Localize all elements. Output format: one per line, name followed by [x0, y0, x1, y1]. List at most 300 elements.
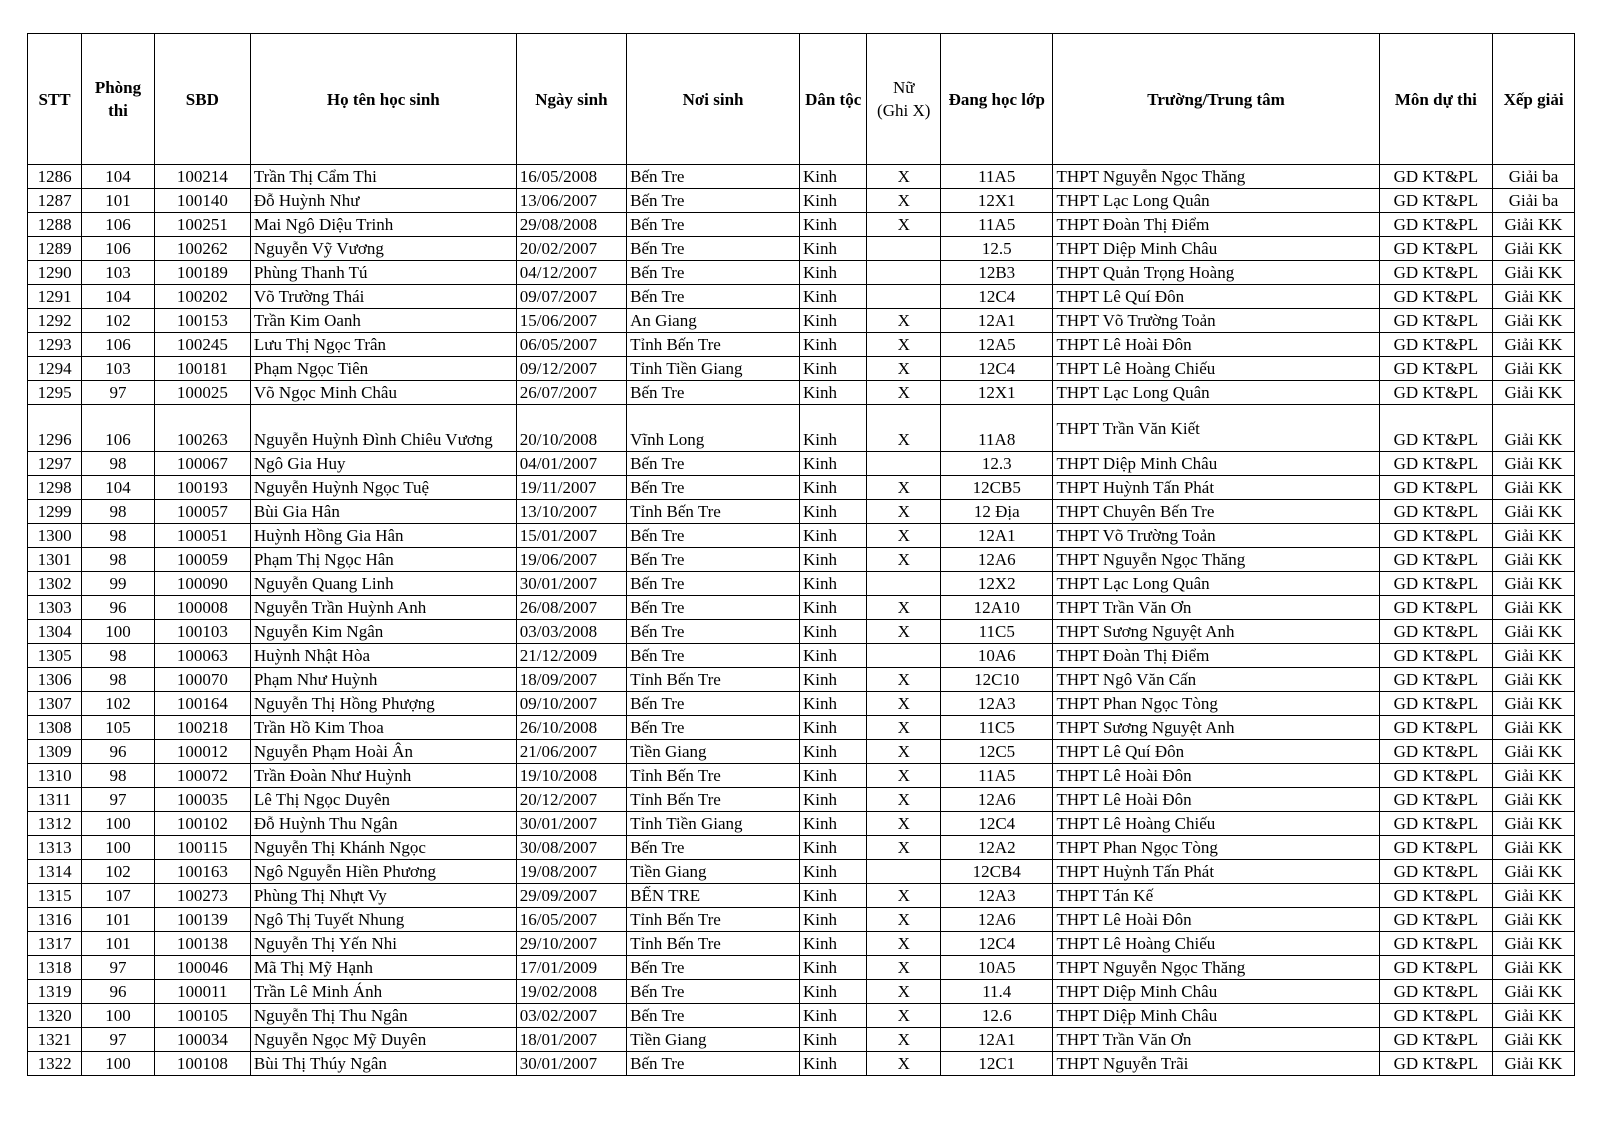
cell-ngay-sinh: 09/12/2007: [516, 357, 626, 381]
cell-dan-toc: Kinh: [799, 333, 866, 357]
cell-lop: 11C5: [941, 620, 1053, 644]
table-row: [28, 1028, 1575, 1052]
cell-truong: THPT Huỳnh Tấn Phát: [1053, 476, 1379, 500]
cell-ho-ten: Phạm Ngọc Tiên: [250, 357, 516, 381]
cell-lop: 11A5: [941, 165, 1053, 189]
cell-ngay-sinh: 29/10/2007: [516, 932, 626, 956]
cell-noi-sinh: Bến Tre: [627, 596, 800, 620]
cell-xep-giai: Giải KK: [1493, 692, 1575, 716]
cell-ho-ten: Nguyễn Vỹ Vương: [250, 237, 516, 261]
cell-noi-sinh: Bến Tre: [627, 285, 800, 309]
cell-ngay-sinh: 15/06/2007: [516, 309, 626, 333]
cell-stt: 1309: [28, 740, 82, 764]
cell-stt: 1289: [28, 237, 82, 261]
table-row: [28, 261, 1575, 285]
table-row: [28, 285, 1575, 309]
cell-lop: 12C4: [941, 932, 1053, 956]
cell-sbd: 100046: [154, 956, 250, 980]
table-row: [28, 692, 1575, 716]
cell-noi-sinh: Bến Tre: [627, 237, 800, 261]
cell-noi-sinh: Bến Tre: [627, 213, 800, 237]
cell-truong: THPT Diệp Minh Châu: [1053, 452, 1379, 476]
cell-phong-thi: 105: [82, 716, 155, 740]
cell-phong-thi: 100: [82, 1004, 155, 1028]
cell-dan-toc: Kinh: [799, 476, 866, 500]
cell-ngay-sinh: 19/11/2007: [516, 476, 626, 500]
cell-stt: 1302: [28, 572, 82, 596]
cell-ngay-sinh: 03/02/2007: [516, 1004, 626, 1028]
cell-mon-du-thi: GD KT&PL: [1379, 405, 1492, 452]
table-row: [28, 980, 1575, 1004]
cell-ngay-sinh: 30/01/2007: [516, 812, 626, 836]
cell-xep-giai: Giải KK: [1493, 908, 1575, 932]
cell-ho-ten: Huỳnh Nhật Hòa: [250, 644, 516, 668]
cell-mon-du-thi: GD KT&PL: [1379, 860, 1492, 884]
header-xep-giai: Xếp giải: [1493, 34, 1575, 165]
cell-nu: X: [867, 213, 941, 237]
table-row: [28, 884, 1575, 908]
header-sbd: SBD: [154, 34, 250, 165]
table-row: [28, 908, 1575, 932]
cell-xep-giai: Giải KK: [1493, 764, 1575, 788]
cell-truong: THPT Ngô Văn Cấn: [1053, 668, 1379, 692]
cell-nu: X: [867, 908, 941, 932]
cell-noi-sinh: Bến Tre: [627, 620, 800, 644]
cell-mon-du-thi: GD KT&PL: [1379, 956, 1492, 980]
cell-noi-sinh: Bến Tre: [627, 836, 800, 860]
cell-phong-thi: 102: [82, 309, 155, 333]
cell-mon-du-thi: GD KT&PL: [1379, 309, 1492, 333]
cell-nu: X: [867, 333, 941, 357]
cell-ngay-sinh: 20/10/2008: [516, 405, 626, 452]
header-mon-du-thi: Môn dự thi: [1379, 34, 1492, 165]
cell-sbd: 100262: [154, 237, 250, 261]
cell-dan-toc: Kinh: [799, 1052, 866, 1076]
cell-sbd: 100115: [154, 836, 250, 860]
cell-nu: X: [867, 692, 941, 716]
cell-ngay-sinh: 03/03/2008: [516, 620, 626, 644]
cell-stt: 1318: [28, 956, 82, 980]
cell-lop: 12A1: [941, 309, 1053, 333]
cell-stt: 1303: [28, 596, 82, 620]
cell-phong-thi: 104: [82, 165, 155, 189]
cell-ngay-sinh: 17/01/2009: [516, 956, 626, 980]
cell-stt: 1307: [28, 692, 82, 716]
cell-dan-toc: Kinh: [799, 716, 866, 740]
cell-lop: 12A10: [941, 596, 1053, 620]
cell-phong-thi: 103: [82, 357, 155, 381]
cell-nu: [867, 261, 941, 285]
header-truong: Trường/Trung tâm: [1053, 34, 1379, 165]
cell-dan-toc: Kinh: [799, 908, 866, 932]
cell-noi-sinh: Tỉnh Bến Tre: [627, 764, 800, 788]
cell-ho-ten: Phạm Như Huỳnh: [250, 668, 516, 692]
cell-noi-sinh: Bến Tre: [627, 261, 800, 285]
header-dan-toc: Dân tộc: [799, 34, 866, 165]
cell-xep-giai: Giải KK: [1493, 261, 1575, 285]
cell-noi-sinh: Tỉnh Bến Tre: [627, 333, 800, 357]
cell-phong-thi: 98: [82, 644, 155, 668]
cell-ngay-sinh: 04/12/2007: [516, 261, 626, 285]
cell-xep-giai: Giải KK: [1493, 932, 1575, 956]
cell-truong: THPT Lạc Long Quân: [1053, 572, 1379, 596]
cell-phong-thi: 98: [82, 668, 155, 692]
cell-lop: 12A6: [941, 548, 1053, 572]
cell-dan-toc: Kinh: [799, 620, 866, 644]
cell-xep-giai: Giải KK: [1493, 476, 1575, 500]
cell-lop: 11C5: [941, 716, 1053, 740]
cell-nu: X: [867, 812, 941, 836]
cell-noi-sinh: Tỉnh Bến Tre: [627, 932, 800, 956]
cell-dan-toc: Kinh: [799, 956, 866, 980]
cell-ngay-sinh: 29/08/2008: [516, 213, 626, 237]
cell-sbd: 100012: [154, 740, 250, 764]
cell-lop: 12CB5: [941, 476, 1053, 500]
cell-noi-sinh: Tỉnh Tiền Giang: [627, 812, 800, 836]
cell-phong-thi: 100: [82, 620, 155, 644]
cell-stt: 1321: [28, 1028, 82, 1052]
cell-mon-du-thi: GD KT&PL: [1379, 596, 1492, 620]
cell-stt: 1314: [28, 860, 82, 884]
cell-ho-ten: Huỳnh Hồng Gia Hân: [250, 524, 516, 548]
cell-stt: 1319: [28, 980, 82, 1004]
table-row: [28, 165, 1575, 189]
cell-dan-toc: Kinh: [799, 812, 866, 836]
cell-noi-sinh: Bến Tre: [627, 956, 800, 980]
cell-lop: 12A6: [941, 908, 1053, 932]
cell-dan-toc: Kinh: [799, 189, 866, 213]
cell-sbd: 100105: [154, 1004, 250, 1028]
cell-lop: 11A5: [941, 213, 1053, 237]
cell-sbd: 100251: [154, 213, 250, 237]
cell-mon-du-thi: GD KT&PL: [1379, 357, 1492, 381]
cell-mon-du-thi: GD KT&PL: [1379, 740, 1492, 764]
cell-ho-ten: Nguyễn Kim Ngân: [250, 620, 516, 644]
cell-nu: X: [867, 1028, 941, 1052]
cell-xep-giai: Giải KK: [1493, 980, 1575, 1004]
cell-phong-thi: 107: [82, 884, 155, 908]
cell-noi-sinh: Bến Tre: [627, 644, 800, 668]
cell-noi-sinh: Bến Tre: [627, 572, 800, 596]
cell-stt: 1320: [28, 1004, 82, 1028]
header-ngay-sinh: Ngày sinh: [516, 34, 626, 165]
cell-phong-thi: 97: [82, 1028, 155, 1052]
cell-ho-ten: Lê Thị Ngọc Duyên: [250, 788, 516, 812]
cell-ngay-sinh: 13/06/2007: [516, 189, 626, 213]
cell-noi-sinh: Bến Tre: [627, 980, 800, 1004]
cell-phong-thi: 97: [82, 788, 155, 812]
cell-ho-ten: Nguyễn Huỳnh Ngọc Tuệ: [250, 476, 516, 500]
cell-xep-giai: Giải KK: [1493, 884, 1575, 908]
cell-xep-giai: Giải KK: [1493, 237, 1575, 261]
cell-phong-thi: 106: [82, 333, 155, 357]
cell-phong-thi: 101: [82, 908, 155, 932]
cell-nu: X: [867, 405, 941, 452]
cell-noi-sinh: Vĩnh Long: [627, 405, 800, 452]
cell-sbd: 100051: [154, 524, 250, 548]
cell-nu: X: [867, 1004, 941, 1028]
table-row: [28, 572, 1575, 596]
cell-nu: X: [867, 740, 941, 764]
cell-truong: THPT Phan Ngọc Tòng: [1053, 836, 1379, 860]
cell-noi-sinh: Tiền Giang: [627, 740, 800, 764]
cell-dan-toc: Kinh: [799, 309, 866, 333]
cell-xep-giai: Giải KK: [1493, 405, 1575, 452]
cell-truong: THPT Lê Hoàng Chiếu: [1053, 932, 1379, 956]
cell-lop: 12C1: [941, 1052, 1053, 1076]
cell-ho-ten: Trần Kim Oanh: [250, 309, 516, 333]
cell-sbd: 100181: [154, 357, 250, 381]
cell-xep-giai: Giải KK: [1493, 740, 1575, 764]
cell-ngay-sinh: 18/01/2007: [516, 1028, 626, 1052]
cell-noi-sinh: Bến Tre: [627, 1052, 800, 1076]
cell-ngay-sinh: 19/10/2008: [516, 764, 626, 788]
table-row: [28, 764, 1575, 788]
cell-phong-thi: 101: [82, 932, 155, 956]
cell-sbd: 100008: [154, 596, 250, 620]
cell-truong: THPT Diệp Minh Châu: [1053, 237, 1379, 261]
cell-noi-sinh: Tỉnh Tiền Giang: [627, 357, 800, 381]
table-row: [28, 213, 1575, 237]
cell-noi-sinh: Bến Tre: [627, 381, 800, 405]
cell-xep-giai: Giải KK: [1493, 1052, 1575, 1076]
cell-mon-du-thi: GD KT&PL: [1379, 692, 1492, 716]
cell-sbd: 100273: [154, 884, 250, 908]
cell-stt: 1292: [28, 309, 82, 333]
cell-truong: THPT Tán Kế: [1053, 884, 1379, 908]
cell-lop: 12.3: [941, 452, 1053, 476]
cell-nu: [867, 644, 941, 668]
cell-noi-sinh: Bến Tre: [627, 692, 800, 716]
table-row: [28, 500, 1575, 524]
cell-mon-du-thi: GD KT&PL: [1379, 788, 1492, 812]
cell-dan-toc: Kinh: [799, 285, 866, 309]
cell-truong: THPT Lê Hoài Đôn: [1053, 764, 1379, 788]
cell-ho-ten: Võ Ngọc Minh Châu: [250, 381, 516, 405]
cell-ngay-sinh: 30/01/2007: [516, 1052, 626, 1076]
cell-ho-ten: Nguyễn Huỳnh Đình Chiêu Vương: [250, 405, 516, 452]
cell-dan-toc: Kinh: [799, 884, 866, 908]
cell-stt: 1310: [28, 764, 82, 788]
table-row: [28, 1052, 1575, 1076]
cell-nu: [867, 452, 941, 476]
cell-phong-thi: 96: [82, 740, 155, 764]
cell-sbd: 100072: [154, 764, 250, 788]
cell-lop: 11.4: [941, 980, 1053, 1004]
cell-phong-thi: 96: [82, 980, 155, 1004]
cell-lop: 12C4: [941, 812, 1053, 836]
cell-dan-toc: Kinh: [799, 980, 866, 1004]
cell-stt: 1317: [28, 932, 82, 956]
cell-ho-ten: Ngô Gia Huy: [250, 452, 516, 476]
cell-stt: 1293: [28, 333, 82, 357]
cell-ngay-sinh: 16/05/2008: [516, 165, 626, 189]
cell-sbd: 100103: [154, 620, 250, 644]
cell-dan-toc: Kinh: [799, 261, 866, 285]
cell-dan-toc: Kinh: [799, 788, 866, 812]
cell-xep-giai: Giải KK: [1493, 668, 1575, 692]
cell-truong: THPT Nguyễn Ngọc Thăng: [1053, 956, 1379, 980]
cell-xep-giai: Giải KK: [1493, 596, 1575, 620]
cell-noi-sinh: Tiền Giang: [627, 860, 800, 884]
cell-phong-thi: 106: [82, 405, 155, 452]
cell-xep-giai: Giải KK: [1493, 644, 1575, 668]
cell-phong-thi: 104: [82, 285, 155, 309]
cell-nu: [867, 285, 941, 309]
cell-mon-du-thi: GD KT&PL: [1379, 1004, 1492, 1028]
header-noi-sinh: Nơi sinh: [627, 34, 800, 165]
cell-lop: 12.5: [941, 237, 1053, 261]
cell-stt: 1311: [28, 788, 82, 812]
cell-sbd: 100011: [154, 980, 250, 1004]
cell-stt: 1300: [28, 524, 82, 548]
cell-phong-thi: 99: [82, 572, 155, 596]
cell-xep-giai: Giải KK: [1493, 500, 1575, 524]
cell-ho-ten: Bùi Thị Thúy Ngân: [250, 1052, 516, 1076]
results-table: [27, 33, 1575, 1076]
cell-lop: 12X2: [941, 572, 1053, 596]
cell-xep-giai: Giải KK: [1493, 548, 1575, 572]
cell-lop: 12A3: [941, 692, 1053, 716]
cell-nu: X: [867, 980, 941, 1004]
cell-ho-ten: Trần Hồ Kim Thoa: [250, 716, 516, 740]
cell-nu: X: [867, 764, 941, 788]
cell-lop: 12C5: [941, 740, 1053, 764]
table-row: [28, 668, 1575, 692]
table-body: [28, 165, 1575, 1076]
table-row: [28, 524, 1575, 548]
table-row: [28, 596, 1575, 620]
cell-nu: [867, 860, 941, 884]
cell-ngay-sinh: 21/12/2009: [516, 644, 626, 668]
cell-ngay-sinh: 13/10/2007: [516, 500, 626, 524]
cell-nu: X: [867, 165, 941, 189]
cell-stt: 1286: [28, 165, 82, 189]
cell-ngay-sinh: 04/01/2007: [516, 452, 626, 476]
cell-dan-toc: Kinh: [799, 932, 866, 956]
cell-stt: 1295: [28, 381, 82, 405]
cell-xep-giai: Giải KK: [1493, 524, 1575, 548]
cell-nu: X: [867, 596, 941, 620]
cell-stt: 1288: [28, 213, 82, 237]
table-row: [28, 836, 1575, 860]
cell-xep-giai: Giải KK: [1493, 381, 1575, 405]
cell-nu: X: [867, 309, 941, 333]
cell-xep-giai: Giải KK: [1493, 956, 1575, 980]
cell-truong: THPT Lê Hoàng Chiếu: [1053, 812, 1379, 836]
table-row: [28, 476, 1575, 500]
cell-ngay-sinh: 30/01/2007: [516, 572, 626, 596]
cell-phong-thi: 101: [82, 189, 155, 213]
table-row: [28, 740, 1575, 764]
cell-nu: X: [867, 1052, 941, 1076]
cell-ho-ten: Nguyễn Quang Linh: [250, 572, 516, 596]
cell-ho-ten: Nguyễn Thị Hồng Phượng: [250, 692, 516, 716]
cell-lop: 10A5: [941, 956, 1053, 980]
cell-stt: 1315: [28, 884, 82, 908]
cell-xep-giai: Giải KK: [1493, 213, 1575, 237]
cell-mon-du-thi: GD KT&PL: [1379, 548, 1492, 572]
cell-truong: THPT Võ Trường Toản: [1053, 524, 1379, 548]
cell-truong: THPT Diệp Minh Châu: [1053, 1004, 1379, 1028]
cell-sbd: 100245: [154, 333, 250, 357]
cell-phong-thi: 98: [82, 764, 155, 788]
cell-ngay-sinh: 26/07/2007: [516, 381, 626, 405]
table-row: [28, 548, 1575, 572]
cell-mon-du-thi: GD KT&PL: [1379, 189, 1492, 213]
cell-noi-sinh: Tiền Giang: [627, 1028, 800, 1052]
table-row: [28, 788, 1575, 812]
cell-noi-sinh: Bến Tre: [627, 1004, 800, 1028]
cell-ho-ten: Võ Trường Thái: [250, 285, 516, 309]
cell-stt: 1313: [28, 836, 82, 860]
cell-lop: 12A2: [941, 836, 1053, 860]
cell-lop: 12A3: [941, 884, 1053, 908]
cell-nu: X: [867, 476, 941, 500]
cell-nu: X: [867, 836, 941, 860]
cell-ho-ten: Nguyễn Phạm Hoài Ân: [250, 740, 516, 764]
cell-sbd: 100034: [154, 1028, 250, 1052]
cell-dan-toc: Kinh: [799, 405, 866, 452]
header-row: [28, 34, 1575, 165]
cell-sbd: 100070: [154, 668, 250, 692]
cell-lop: 11A5: [941, 764, 1053, 788]
cell-xep-giai: Giải KK: [1493, 285, 1575, 309]
cell-sbd: 100063: [154, 644, 250, 668]
cell-dan-toc: Kinh: [799, 860, 866, 884]
table-row: [28, 357, 1575, 381]
cell-ngay-sinh: 20/12/2007: [516, 788, 626, 812]
cell-stt: 1304: [28, 620, 82, 644]
cell-mon-du-thi: GD KT&PL: [1379, 812, 1492, 836]
header-ho-ten: Họ tên học sinh: [250, 34, 516, 165]
cell-noi-sinh: Bến Tre: [627, 716, 800, 740]
cell-ho-ten: Nguyễn Thị Khánh Ngọc: [250, 836, 516, 860]
cell-noi-sinh: Bến Tre: [627, 452, 800, 476]
cell-dan-toc: Kinh: [799, 668, 866, 692]
cell-stt: 1297: [28, 452, 82, 476]
table-row: [28, 932, 1575, 956]
cell-sbd: 100164: [154, 692, 250, 716]
cell-truong: THPT Nguyễn Ngọc Thăng: [1053, 548, 1379, 572]
cell-xep-giai: Giải KK: [1493, 357, 1575, 381]
cell-stt: 1296: [28, 405, 82, 452]
cell-xep-giai: Giải KK: [1493, 812, 1575, 836]
cell-lop: 12A1: [941, 524, 1053, 548]
cell-noi-sinh: Bến Tre: [627, 524, 800, 548]
cell-noi-sinh: Tỉnh Bến Tre: [627, 908, 800, 932]
cell-nu: X: [867, 189, 941, 213]
cell-mon-du-thi: GD KT&PL: [1379, 908, 1492, 932]
cell-noi-sinh: Bến Tre: [627, 165, 800, 189]
cell-ho-ten: Phùng Thanh Tú: [250, 261, 516, 285]
cell-stt: 1298: [28, 476, 82, 500]
cell-lop: 12A1: [941, 1028, 1053, 1052]
cell-sbd: 100057: [154, 500, 250, 524]
cell-nu: X: [867, 788, 941, 812]
cell-ngay-sinh: 30/08/2007: [516, 836, 626, 860]
cell-ho-ten: Phạm Thị Ngọc Hân: [250, 548, 516, 572]
cell-lop: 12C4: [941, 357, 1053, 381]
cell-ngay-sinh: 19/08/2007: [516, 860, 626, 884]
cell-noi-sinh: Tỉnh Bến Tre: [627, 788, 800, 812]
cell-mon-du-thi: GD KT&PL: [1379, 333, 1492, 357]
cell-dan-toc: Kinh: [799, 524, 866, 548]
cell-truong: THPT Diệp Minh Châu: [1053, 980, 1379, 1004]
cell-ngay-sinh: 21/06/2007: [516, 740, 626, 764]
cell-mon-du-thi: GD KT&PL: [1379, 524, 1492, 548]
table-row: [28, 333, 1575, 357]
